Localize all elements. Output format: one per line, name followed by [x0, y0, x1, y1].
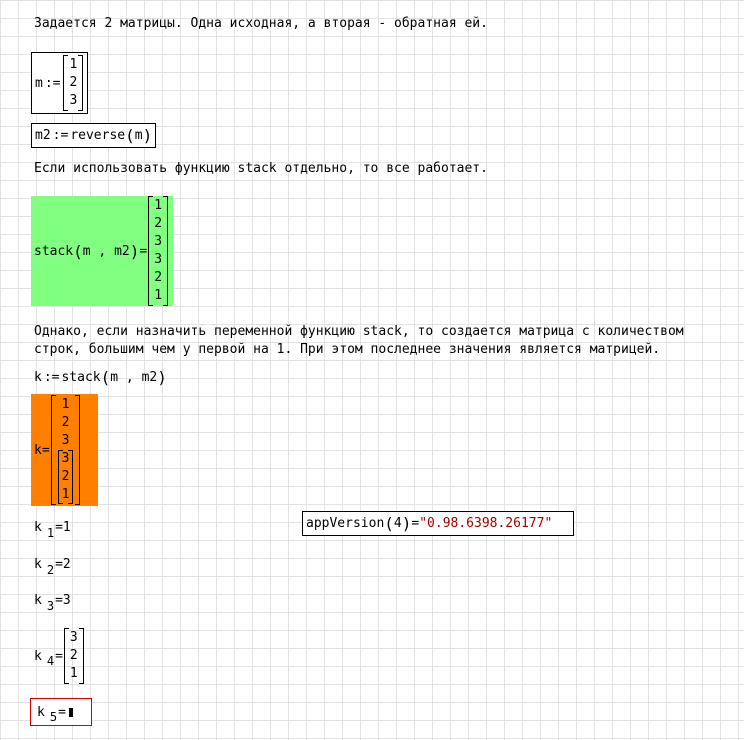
var-k: k	[34, 648, 42, 664]
arg: 4	[393, 516, 402, 531]
result-value: 2	[62, 557, 71, 572]
define-operator: :=	[52, 128, 69, 143]
func-app-version: appVersion	[306, 516, 385, 531]
result-value: 1	[62, 520, 71, 535]
var-k: k	[34, 520, 42, 535]
matrix-outer	[51, 395, 81, 505]
placeholder-cursor[interactable]	[69, 708, 73, 717]
matrix-cell: 1	[154, 198, 163, 213]
evaluation-k3[interactable]	[34, 593, 71, 613]
evaluation-k4[interactable]	[34, 628, 85, 684]
subscript: 3	[46, 598, 55, 613]
evaluation-app-version[interactable]	[302, 511, 574, 536]
matrix-cell: 2	[69, 648, 78, 663]
var-m2: m2	[35, 128, 51, 143]
result-value: 3	[62, 593, 71, 608]
func-stack: stack	[61, 370, 101, 385]
matrix-cell: 2	[154, 270, 163, 285]
evaluation-k1[interactable]	[34, 520, 71, 540]
matrix-cell: 2	[61, 469, 70, 484]
matrix-cell: 1	[61, 487, 70, 502]
equals: =	[139, 243, 148, 259]
var-m: m	[35, 75, 43, 91]
matrix-cell: 1	[61, 397, 70, 412]
var-k: k	[34, 442, 42, 458]
matrix-cell: 3	[69, 93, 78, 108]
define-operator: :=	[43, 370, 60, 385]
subscript: 4	[46, 654, 55, 668]
subscript: 1	[46, 525, 55, 540]
matrix-m	[63, 55, 83, 111]
matrix-cell: 1	[154, 288, 163, 303]
paren-open: (	[125, 126, 135, 145]
matrix-cell: 3	[61, 451, 70, 466]
string-result: "0.98.6398.26177"	[419, 516, 553, 531]
var-k: k	[37, 704, 45, 720]
evaluation-stack[interactable]	[31, 196, 173, 306]
text-region-stack[interactable]: Если использовать функцию stack отдельно, то все работает.	[34, 161, 488, 176]
matrix-cell: 3	[154, 234, 163, 249]
equals: =	[58, 704, 66, 720]
paren-open: (	[384, 514, 394, 533]
text-region-problem[interactable]	[34, 323, 684, 359]
definition-m2[interactable]	[31, 123, 156, 148]
var-k: k	[34, 370, 42, 385]
definition-m[interactable]	[31, 52, 88, 114]
var-k: k	[34, 593, 42, 608]
matrix-result	[148, 196, 168, 306]
matrix-inner	[58, 450, 74, 504]
matrix-cell: 2	[154, 216, 163, 231]
matrix-cell: 3	[154, 252, 163, 267]
equals: =	[55, 520, 63, 535]
evaluation-k[interactable]	[31, 394, 98, 506]
paren-close: )	[401, 514, 412, 533]
subscript: 2	[46, 562, 55, 577]
define-operator: :=	[44, 75, 61, 91]
equals: =	[55, 557, 63, 572]
arg: m	[134, 128, 143, 143]
equals: =	[411, 516, 420, 531]
definition-k[interactable]	[34, 368, 167, 387]
matrix-result	[64, 628, 84, 684]
equals: =	[41, 442, 50, 458]
text-line: строк, большим чем у первой на 1. При этом последнее значения является матрицей.	[34, 342, 661, 357]
matrix-cell: 2	[69, 75, 78, 90]
paren-close: )	[157, 368, 167, 387]
text-line: Однако, если назначить переменной функцию stack, то создается матрица с количеством	[34, 324, 684, 339]
matrix-cell: 1	[69, 666, 78, 681]
paren-open: (	[100, 368, 111, 387]
text-region-intro[interactable]: Задается 2 матрицы. Одна исходная, а вторая - обратная ей.	[34, 16, 488, 31]
paren-close: )	[129, 241, 140, 261]
func-stack: stack	[34, 243, 74, 259]
matrix-cell: 3	[69, 630, 78, 645]
subscript: 5	[49, 710, 58, 724]
matrix-cell: 1	[69, 57, 78, 72]
equals: =	[55, 593, 63, 608]
evaluation-k5-active[interactable]	[30, 698, 92, 726]
paren-open: (	[73, 241, 83, 261]
paren-close: )	[142, 126, 153, 145]
equals: =	[55, 648, 63, 664]
matrix-cell: 2	[61, 415, 70, 430]
func-reverse: reverse	[70, 128, 126, 143]
var-k: k	[34, 557, 42, 572]
matrix-cell: 3	[61, 433, 70, 448]
evaluation-k2[interactable]	[34, 557, 71, 577]
args: m , m2	[110, 370, 158, 385]
args: m , m2	[82, 243, 130, 259]
